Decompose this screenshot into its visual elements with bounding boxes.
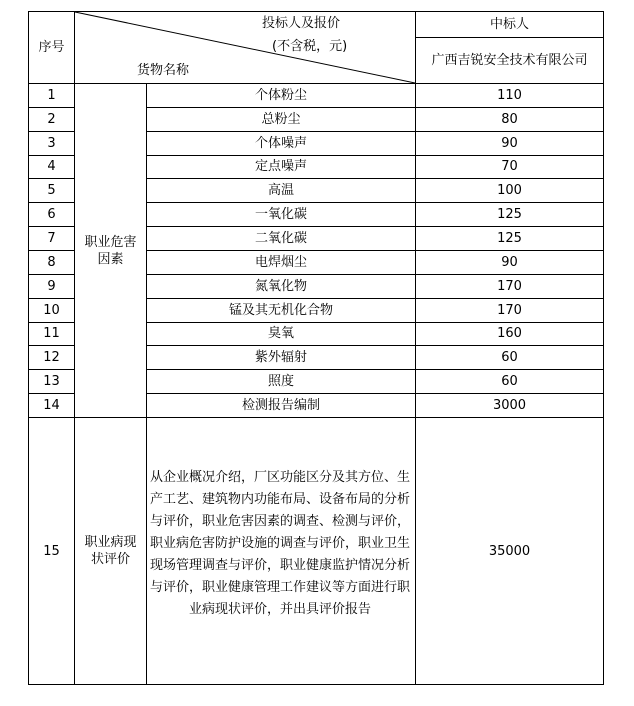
header-winner: 中标人 <box>489 17 529 32</box>
row-item-name: 检测报告编制 <box>241 398 320 414</box>
row-item-name: 一氧化碳 <box>254 207 307 223</box>
row-number: 10 <box>43 302 60 318</box>
row-price: 70 <box>501 159 518 175</box>
row-number: 2 <box>47 111 56 127</box>
row-number: 4 <box>47 159 56 175</box>
row-number: 9 <box>47 278 56 294</box>
row-number: 1 <box>47 87 56 103</box>
row-price: 90 <box>501 135 518 151</box>
row-number: 14 <box>43 398 60 414</box>
row-price: 125 <box>497 231 522 247</box>
row-item-name: 氮氧化物 <box>254 278 307 294</box>
row-price: 60 <box>501 374 518 390</box>
row-number: 11 <box>43 326 60 342</box>
row-price: 80 <box>501 111 518 127</box>
header-winner-company: 广西吉锐安全技术有限公司 <box>431 53 588 68</box>
row-item-name: 个体粉尘 <box>254 87 307 103</box>
row-price: 3000 <box>492 398 527 414</box>
row-number: 3 <box>47 135 56 151</box>
row-price: 170 <box>497 278 522 294</box>
row-item-name: 电焊烟尘 <box>254 254 307 270</box>
group-occupational-hazards: 职业危害因素 <box>84 234 137 267</box>
row-price: 90 <box>501 254 518 270</box>
header-bidder-price-note: (不含税，元) <box>272 39 348 54</box>
row-15-price: 35000 <box>488 543 531 559</box>
row-price: 60 <box>501 350 518 366</box>
row-price: 160 <box>497 326 522 342</box>
row-15-description: 从企业概况介绍，厂区功能区分及其方位、生产工艺、建筑物内功能布局、设备布局的分析与评价，职业危害因素的调查、检测与评价，职业病危害防护设施的调查与评价，职业卫生现场管理调查与评价，职业健康监护情况分析与评价，职业健康管理工作建议等方面进行职业病现状评价，并出具评价报告 <box>149 470 410 617</box>
row-item-name: 照度 <box>267 374 294 390</box>
row-price: 125 <box>497 207 522 223</box>
row-item-name: 紫外辐射 <box>254 350 307 366</box>
row-15-number: 15 <box>43 543 60 559</box>
row-item-name: 个体噪声 <box>254 135 307 151</box>
row-item-name: 高温 <box>267 183 294 199</box>
row-number: 5 <box>47 183 56 199</box>
row-item-name: 总粉尘 <box>261 111 301 127</box>
row-number: 6 <box>47 207 56 223</box>
row-item-name: 臭氧 <box>267 326 294 342</box>
row-number: 8 <box>47 254 56 270</box>
row-number: 12 <box>43 350 60 366</box>
row-price: 100 <box>497 183 522 199</box>
row-item-name: 定点噪声 <box>254 159 307 175</box>
row-item-name: 二氧化碳 <box>254 231 307 247</box>
row-number: 7 <box>47 231 56 247</box>
header-bidder-price: 投标人及报价 <box>262 16 341 31</box>
header-diagonal <box>75 12 415 83</box>
row-number: 13 <box>43 374 60 390</box>
header-seq: 序号 <box>38 40 65 55</box>
header-goods-name: 货物名称 <box>137 63 190 78</box>
group-status-evaluation: 职业病现状评价 <box>84 535 137 567</box>
row-price: 170 <box>497 302 522 318</box>
row-price: 110 <box>497 87 522 103</box>
row-item-name: 锰及其无机化合物 <box>228 302 333 318</box>
